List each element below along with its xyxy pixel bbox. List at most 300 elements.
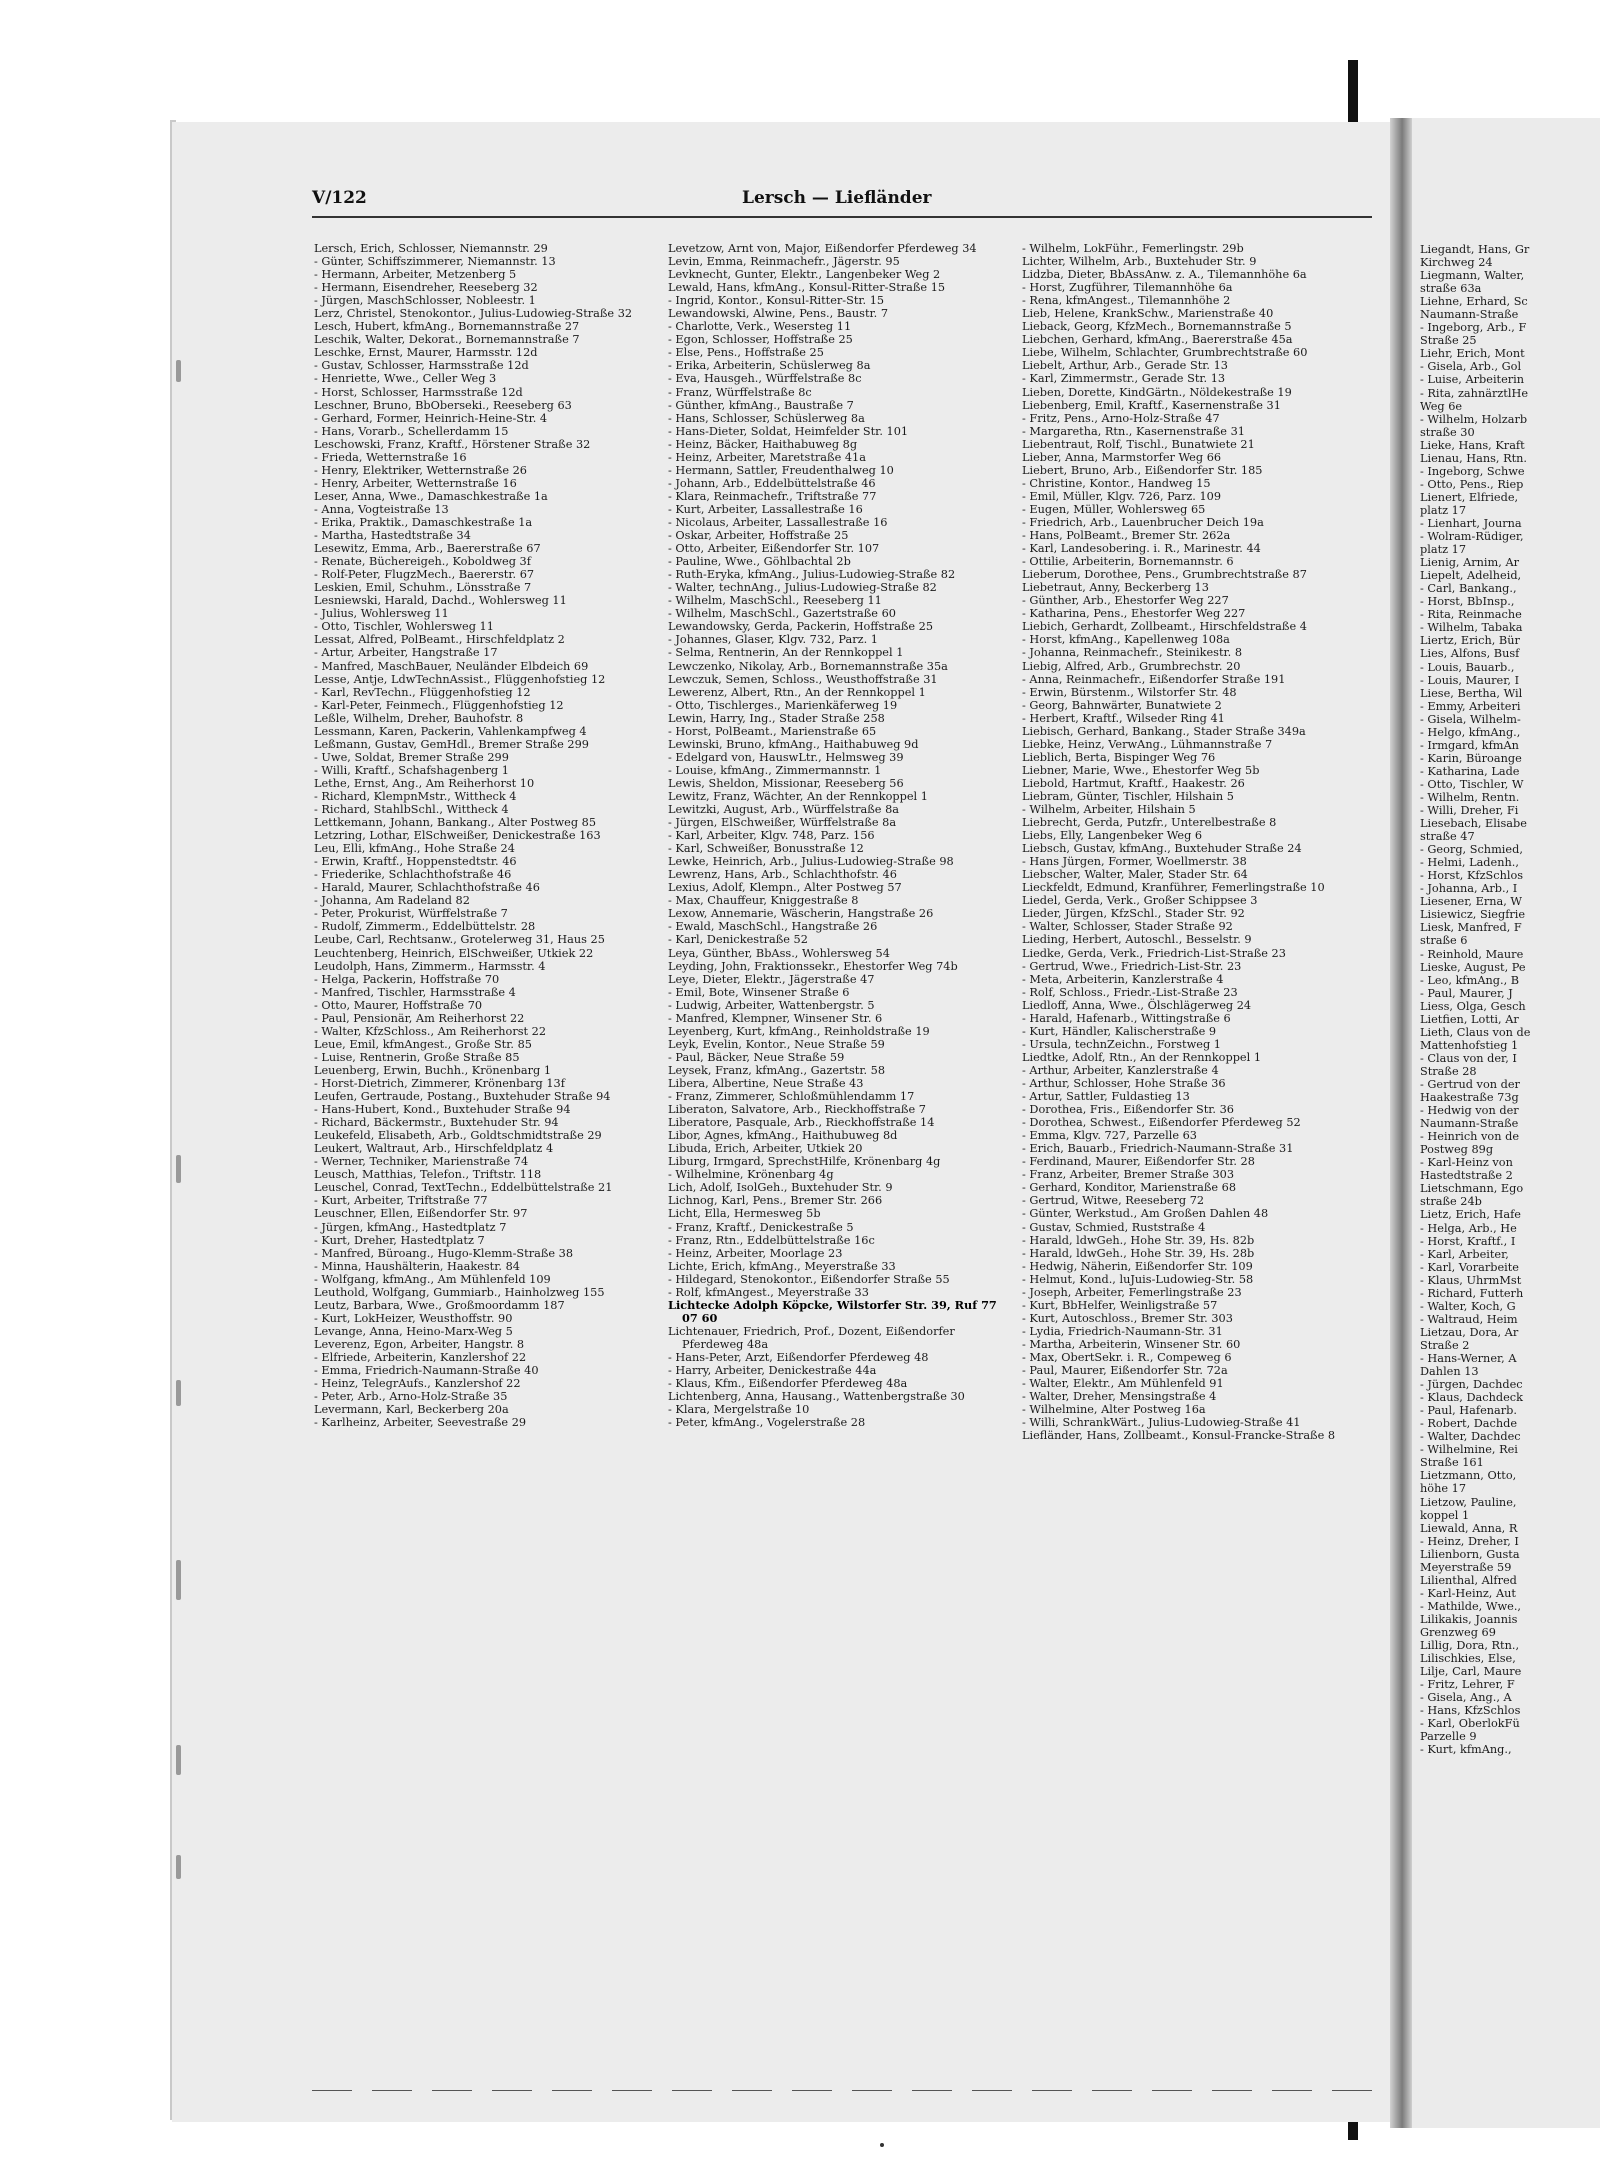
directory-entry: Lewin, Harry, Ing., Stader Straße 258 xyxy=(668,711,885,725)
directory-entry: - Katharina, Lade xyxy=(1420,764,1520,778)
directory-entry: Liesener, Erna, W xyxy=(1420,895,1523,909)
directory-entry: - Dorothea, Fris., Eißendorfer Str. 36 xyxy=(1022,1103,1234,1117)
directory-entry: - Heinrich von de xyxy=(1420,1130,1520,1144)
directory-entry: Lieske, August, Pe xyxy=(1420,960,1526,974)
directory-entry: - Karl-Heinz, Aut xyxy=(1420,1586,1516,1600)
directory-entry: - Ferdinand, Maurer, Eißendorfer Str. 28 xyxy=(1022,1155,1255,1169)
directory-entry: - Peter, Prokurist, Würffelstraße 7 xyxy=(314,907,508,921)
directory-entry: - Erwin, Kraftf., Hoppenstedtstr. 46 xyxy=(314,855,517,869)
directory-entry: Liebetraut, Anny, Beckerberg 13 xyxy=(1022,581,1209,595)
directory-entry: Liewald, Anna, R xyxy=(1420,1521,1518,1535)
directory-entry: Lessat, Alfred, PolBeamt., Hirschfeldplatz 2 xyxy=(314,633,565,647)
directory-entry: Leschowski, Franz, Kraftf., Hörstener Straße 32 xyxy=(314,437,591,451)
directory-entry: - Martha, Hastedtstraße 34 xyxy=(314,529,471,543)
directory-entry: Lietz, Erich, Hafe xyxy=(1420,1208,1521,1222)
directory-entry: - Heinz, Arbeiter, Moorlage 23 xyxy=(668,1246,843,1260)
directory-entry: Leverenz, Egon, Arbeiter, Hangstr. 8 xyxy=(314,1337,525,1351)
directory-entry: Lietzau, Dora, Ar xyxy=(1420,1325,1519,1339)
directory-entry: - Waltraud, Heim xyxy=(1420,1312,1518,1326)
directory-entry: - Pauline, Wwe., Göhlbachtal 2b xyxy=(668,555,851,569)
directory-entry: Libera, Albertine, Neue Straße 43 xyxy=(668,1077,864,1090)
directory-entry: - Emil, Bote, Winsener Straße 6 xyxy=(668,985,850,999)
directory-entry: Lewinski, Bruno, kfmAng., Haithabuweg 9d xyxy=(668,737,919,751)
directory-entry: Lieder, Jürgen, KfzSchl., Stader Str. 92 xyxy=(1022,907,1245,921)
directory-entry: - Leo, kfmAng., B xyxy=(1420,973,1520,987)
directory-entry: - Karl, Arbeiter, xyxy=(1420,1247,1509,1261)
directory-entry: - Johanna, Arb., I xyxy=(1420,882,1518,896)
directory-entry: - Hermann, Sattler, Freudenthalweg 10 xyxy=(668,463,894,477)
directory-entry: Liebelt, Arthur, Arb., Gerade Str. 13 xyxy=(1022,359,1228,373)
directory-entry: Leschik, Walter, Dekorat., Bornemannstraße 7 xyxy=(314,333,580,347)
directory-entry: - Erwin, Bürstenm., Wilstorfer Str. 48 xyxy=(1022,685,1237,699)
directory-entry: - Wilhelm, LokFühr., Femerlingstr. 29b xyxy=(1022,242,1244,255)
directory-entry: Lichtenauer, Friedrich, Prof., Dozent, Eißendorfer Pferdeweg 48a xyxy=(668,1324,955,1351)
directory-entry: Lieblich, Berta, Bispinger Weg 76 xyxy=(1022,750,1216,764)
directory-entry: - Rena, kfmAngest., Tilemannhöhe 2 xyxy=(1022,294,1231,308)
directory-entry: - Hans-Peter, Arzt, Eißendorfer Pferdeweg 48 xyxy=(668,1350,929,1364)
directory-entry: Lisiewicz, Siegfrie xyxy=(1420,908,1526,922)
directory-entry: Liebsch, Gustav, kfmAng., Buxtehuder Straße 24 xyxy=(1022,842,1302,856)
directory-entry: - Franz, Kraftf., Denickestraße 5 xyxy=(668,1220,854,1234)
directory-entry: straße 24b xyxy=(1420,1195,1482,1209)
directory-entry: Lieke, Hans, Kraft xyxy=(1420,438,1525,452)
directory-entry: Lesniewski, Harald, Dachd., Wohlersweg 11 xyxy=(314,594,567,608)
directory-entry: Liebke, Heinz, VerwAng., Lühmannstraße 7 xyxy=(1022,737,1273,751)
directory-entry: Mattenhofstieg 1 xyxy=(1420,1038,1519,1052)
directory-entry: - Hedwig, Näherin, Eißendorfer Str. 109 xyxy=(1022,1259,1253,1273)
directory-entry: Lilikakis, Joannis xyxy=(1420,1612,1518,1626)
directory-entry: - Otto, Arbeiter, Eißendorfer Str. 107 xyxy=(668,542,880,556)
directory-entry: - Helmut, Kond., luJuis-Ludowieg-Str. 58 xyxy=(1022,1272,1254,1286)
directory-entry: Leschke, Ernst, Maurer, Harmsstr. 12d xyxy=(314,346,538,360)
directory-entry: - Werner, Techniker, Marienstraße 74 xyxy=(314,1155,529,1169)
directory-entry: Leser, Anna, Wwe., Damaschkestraße 1a xyxy=(314,489,548,503)
directory-entry: - Kurt, Händler, Kalischerstraße 9 xyxy=(1022,1024,1217,1038)
directory-entry: - Gustav, Schlosser, Harmsstraße 12d xyxy=(314,359,529,373)
directory-entry: Leuthold, Wolfgang, Gummiarb., Hainholzweg 155 xyxy=(314,1285,605,1299)
directory-entry: - Lydia, Friedrich-Naumann-Str. 31 xyxy=(1022,1324,1223,1338)
directory-entry: straße 30 xyxy=(1420,425,1475,439)
directory-entry: - Manfred, Büroang., Hugo-Klemm-Straße 38 xyxy=(314,1246,574,1260)
directory-entry: Postweg 89g xyxy=(1420,1143,1494,1157)
directory-entry: - Eva, Hausgeh., Würffelstraße 8c xyxy=(668,372,862,386)
directory-entry: - Kurt, Arbeiter, Triftstraße 77 xyxy=(314,1194,488,1208)
directory-entry: - Henriette, Wwe., Celler Weg 3 xyxy=(314,372,497,386)
directory-entry: Liebrecht, Gerda, Putzfr., Unterelbestraße 8 xyxy=(1022,816,1277,830)
directory-entry: - Paul, Pensionär, Am Reiherhorst 22 xyxy=(314,1011,525,1025)
directory-entry: platz 17 xyxy=(1420,503,1467,517)
directory-entry: Leyk, Evelin, Kontor., Neue Straße 59 xyxy=(668,1037,885,1051)
directory-entry: Lilischkies, Else, xyxy=(1420,1652,1516,1666)
directory-entry: - Ruth-Eryka, kfmAng., Julius-Ludowieg-Straße 82 xyxy=(668,568,956,582)
directory-entry: Leudolph, Hans, Zimmerm., Harmsstr. 4 xyxy=(314,959,546,973)
directory-entry: - Hermann, Eisendreher, Reeseberg 32 xyxy=(314,281,538,295)
directory-entry: - Otto, Tischler, Wohlersweg 11 xyxy=(314,620,494,634)
directory-entry: - Johanna, Reinmachefr., Steinikestr. 8 xyxy=(1022,646,1243,660)
directory-entry: - Kurt, Autoschloss., Bremer Str. 303 xyxy=(1022,1311,1233,1325)
directory-entry: Straße 161 xyxy=(1420,1456,1484,1470)
directory-entry: - Manfred, MaschBauer, Neuländer Elbdeich 69 xyxy=(314,659,589,673)
directory-entry: Leskien, Emil, Schuhm., Lönsstraße 7 xyxy=(314,581,532,595)
margin-mark xyxy=(176,1155,181,1183)
directory-entry: - Luise, Arbeiterin xyxy=(1420,373,1525,387)
directory-entry: - Rolf, kfmAngest., Meyerstraße 33 xyxy=(668,1285,869,1299)
directory-entry: - Kurt, Dreher, Hastedtplatz 7 xyxy=(314,1233,485,1247)
directory-entry: - Richard, StahlbSchl., Wittheck 4 xyxy=(314,803,509,817)
directory-entry: - Henry, Elektriker, Wetternstraße 26 xyxy=(314,463,527,477)
directory-entry: - Johann, Arb., Eddelbüttelstraße 46 xyxy=(668,476,876,490)
directory-entry: - Renate, Büchereigeh., Koboldweg 3f xyxy=(314,555,531,569)
directory-entry: höhe 17 xyxy=(1420,1482,1467,1496)
directory-entry: - Erich, Bauarb., Friedrich-Naumann-Straße 31 xyxy=(1022,1142,1294,1156)
directory-entry: - Otto, Pens., Riep xyxy=(1420,477,1524,491)
directory-entry: - Klaus, Kfm., Eißendorfer Pferdeweg 48a xyxy=(668,1377,908,1391)
directory-entry: Liedloff, Anna, Wwe., Ölschlägerweg 24 xyxy=(1022,998,1252,1012)
directory-entry: Lilienthal, Alfred xyxy=(1420,1573,1517,1587)
directory-entry: straße 47 xyxy=(1420,830,1475,844)
directory-entry: Lexow, Annemarie, Wäscherin, Hangstraße 26 xyxy=(668,907,934,921)
directory-entry: Haakestraße 73g xyxy=(1420,1091,1519,1105)
directory-entry: - Karl, Vorarbeite xyxy=(1420,1260,1519,1274)
directory-entry: - Franz, Rtn., Eddelbüttelstraße 16c xyxy=(668,1233,875,1247)
directory-entry: - Heinz, TelegrAufs., Kanzlershof 22 xyxy=(314,1377,521,1391)
directory-entry: Lewke, Heinrich, Arb., Julius-Ludowieg-Straße 98 xyxy=(668,855,954,869)
directory-entry: platz 17 xyxy=(1420,543,1467,557)
directory-entry: - Horst, kfmAng., Kapellenweg 108a xyxy=(1022,633,1230,647)
directory-entry: - Else, Pens., Hoffstraße 25 xyxy=(668,346,824,360)
directory-entry: Weg 6e xyxy=(1420,399,1463,413)
directory-entry: - Rudolf, Zimmerm., Eddelbüttelstr. 28 xyxy=(314,920,536,934)
directory-entry: Lewitz, Franz, Wächter, An der Rennkoppel 1 xyxy=(668,789,928,803)
directory-entry: - Joseph, Arbeiter, Femerlingstraße 23 xyxy=(1022,1285,1242,1299)
book-gutter xyxy=(1390,118,1412,2128)
directory-entry: - Rita, Reinmache xyxy=(1420,608,1522,622)
directory-entry: - Klaus, UhrmMst xyxy=(1420,1273,1522,1287)
directory-entry: Libuda, Erich, Arbeiter, Utkiek 20 xyxy=(668,1142,863,1156)
directory-entry: - Anna, Vogteistraße 13 xyxy=(314,502,449,516)
directory-entry: - Ursula, technZeichn., Forstweg 1 xyxy=(1022,1037,1221,1051)
directory-entry: - Rita, zahnärztlHe xyxy=(1420,386,1528,400)
directory-entry: - Willi, Dreher, Fi xyxy=(1420,804,1519,818)
directory-entry: - Harald, Hafenarb., Wittingstraße 6 xyxy=(1022,1011,1231,1025)
directory-entry: - Wilhelm, Arbeiter, Hilshain 5 xyxy=(1022,803,1196,817)
directory-entry: - Karl, RevTechn., Flüggenhofstieg 12 xyxy=(314,685,531,699)
directory-entry: - Harald, ldwGeh., Hohe Str. 39, Hs. 82b xyxy=(1022,1233,1255,1247)
running-head: Lersch — Liefländer xyxy=(742,188,932,208)
directory-column-2 xyxy=(668,242,1008,1429)
directory-entry: Levin, Emma, Reinmachefr., Jägerstr. 95 xyxy=(668,255,900,269)
directory-entry: Liehr, Erich, Mont xyxy=(1420,347,1525,361)
directory-entry: Liebchen, Gerhard, kfmAng., Baererstraße 45a xyxy=(1022,333,1293,347)
directory-entry: Levange, Anna, Heino-Marx-Weg 5 xyxy=(314,1324,513,1338)
directory-entry: - Hans, Schlosser, Schüslerweg 8a xyxy=(668,411,865,425)
margin-mark xyxy=(176,360,181,382)
directory-entry: Kirchweg 24 xyxy=(1420,256,1493,270)
directory-entry: Leschner, Bruno, BbOberseki., Reeseberg 63 xyxy=(314,398,572,412)
directory-entry: Lieberum, Dorothee, Pens., Grumbrechtstraße 87 xyxy=(1022,568,1307,582)
directory-entry: - Gerhard, Former, Heinrich-Heine-Str. 4 xyxy=(314,411,548,425)
directory-entry: - Friederike, Schlachthofstraße 46 xyxy=(314,868,512,882)
directory-entry: - Horst, KfzSchlos xyxy=(1420,869,1524,883)
directory-entry: - Max, Chauffeur, Kniggestraße 8 xyxy=(668,894,859,908)
directory-entry: Liebscher, Walter, Maler, Stader Str. 64 xyxy=(1022,868,1248,882)
directory-entry: Lich, Adolf, IsolGeh., Buxtehuder Str. 9 xyxy=(668,1181,893,1195)
directory-entry: - Julius, Wohlersweg 11 xyxy=(314,607,449,621)
directory-entry: Letzring, Lothar, ElSchweißer, Denickestraße 163 xyxy=(314,829,601,843)
directory-entry: - Georg, Bahnwärter, Bunatwiete 2 xyxy=(1022,698,1222,712)
directory-entry: - Otto, Tischler, W xyxy=(1420,777,1524,791)
directory-entry: - Paul, Hafenarb. xyxy=(1420,1404,1517,1418)
directory-entry: Lewandowski, Alwine, Pens., Baustr. 7 xyxy=(668,307,889,321)
directory-entry: straße 6 xyxy=(1420,934,1468,948)
directory-entry: - Hans Jürgen, Former, Woellmerstr. 38 xyxy=(1022,855,1247,869)
directory-entry: Straße 28 xyxy=(1420,1064,1477,1078)
directory-entry: Liese, Bertha, Wil xyxy=(1420,686,1523,700)
page-header xyxy=(312,188,1382,212)
directory-entry: - Wolfgang, kfmAng., Am Mühlenfeld 109 xyxy=(314,1272,551,1286)
directory-entry: - Wilhelm, MaschSchl., Reeseberg 11 xyxy=(668,594,882,608)
directory-entry: - Arthur, Schlosser, Hohe Straße 36 xyxy=(1022,1077,1226,1090)
directory-entry: Leßmann, Gustav, GemHdl., Bremer Straße 299 xyxy=(314,737,589,751)
directory-entry: - Wilhelm, MaschSchl., Gazertstraße 60 xyxy=(668,607,896,621)
directory-entry: - Jürgen, kfmAng., Hastedtplatz 7 xyxy=(314,1220,507,1234)
directory-entry: - Egon, Schlosser, Hoffstraße 25 xyxy=(668,333,853,347)
directory-entry: - Walter, KfzSchloss., Am Reiherhorst 22 xyxy=(314,1024,547,1038)
directory-entry: - Helmi, Ladenh., xyxy=(1420,856,1519,870)
directory-entry: Lillig, Dora, Rtn., xyxy=(1420,1639,1520,1653)
directory-entry: Leube, Carl, Rechtsanw., Grotelerweg 31, Haus 25 xyxy=(314,933,605,947)
directory-entry: - Karl, Landesobering. i. R., Marinestr. 44 xyxy=(1022,542,1261,556)
directory-entry: - Harry, Arbeiter, Denickestraße 44a xyxy=(668,1364,877,1378)
directory-entry: - Horst, Schlosser, Harmsstraße 12d xyxy=(314,385,523,399)
directory-entry: - Jürgen, ElSchweißer, Würffelstraße 8a xyxy=(668,816,897,830)
directory-entry: - Paul, Maurer, Eißendorfer Str. 72a xyxy=(1022,1364,1228,1378)
directory-entry: - Minna, Haushälterin, Haakestr. 84 xyxy=(314,1259,520,1273)
directory-entry: - Erika, Arbeiterin, Schüslerweg 8a xyxy=(668,359,871,373)
directory-entry: Liebig, Alfred, Arb., Grumbrechstr. 20 xyxy=(1022,659,1241,673)
directory-entry: - Walter, Dreher, Mensingstraße 4 xyxy=(1022,1390,1217,1404)
directory-entry: Liess, Olga, Gesch xyxy=(1420,999,1526,1013)
directory-entry: Lewczuk, Semen, Schloss., Weusthoffstraße 31 xyxy=(668,672,938,686)
directory-entry: Liebram, Günter, Tischler, Hilshain 5 xyxy=(1022,789,1234,803)
directory-column-1 xyxy=(314,242,654,1429)
directory-entry: Lieb, Helene, KrankSchw., Marienstraße 40 xyxy=(1022,307,1274,321)
directory-entry: - Nicolaus, Arbeiter, Lassallestraße 16 xyxy=(668,515,888,529)
directory-entry: Levetzow, Arnt von, Major, Eißendorfer Pferdeweg 34 xyxy=(668,242,977,255)
directory-entry: - Wilhelm, Holzarb xyxy=(1420,412,1528,426)
directory-entry: Lesewitz, Emma, Arb., Baererstraße 67 xyxy=(314,542,541,556)
directory-entry: - Kurt, LokHeizer, Weusthoffstr. 90 xyxy=(314,1311,513,1325)
directory-entry: - Karin, Büroange xyxy=(1420,751,1522,765)
directory-entry: - Willi, Kraftf., Schafshagenberg 1 xyxy=(314,763,509,777)
directory-entry: - Walter, Koch, G xyxy=(1420,1299,1516,1313)
directory-entry: - Mathilde, Wwe., xyxy=(1420,1599,1521,1613)
directory-entry: - Johanna, Am Radeland 82 xyxy=(314,894,470,908)
directory-entry: - Manfred, Klempner, Winsener Str. 6 xyxy=(668,1011,883,1025)
directory-entry: - Günther, Arb., Ehestorfer Weg 227 xyxy=(1022,594,1229,608)
directory-entry: - Fritz, Pens., Arno-Holz-Straße 47 xyxy=(1022,411,1220,425)
directory-entry: - Hermann, Arbeiter, Metzenberg 5 xyxy=(314,268,517,282)
directory-entry: - Günter, Werkstud., Am Großen Dahlen 48 xyxy=(1022,1207,1269,1221)
margin-mark xyxy=(176,1855,181,1879)
directory-entry: Leuschner, Ellen, Eißendorfer Str. 97 xyxy=(314,1207,528,1221)
directory-entry: - Meta, Arbeiterin, Kanzlerstraße 4 xyxy=(1022,972,1224,986)
directory-entry: Lewitzki, August, Arb., Würffelstraße 8a xyxy=(668,803,899,817)
directory-entry: Lichte, Erich, kfmAng., Meyerstraße 33 xyxy=(668,1259,896,1273)
directory-entry: - Emma, Klgv. 727, Parzelle 63 xyxy=(1022,1129,1197,1143)
directory-entry: Liebich, Gerhardt, Zollbeamt., Hirschfeldstraße 4 xyxy=(1022,620,1307,634)
directory-entry: - Gisela, Arb., Gol xyxy=(1420,360,1522,374)
directory-entry: - Harald, ldwGeh., Hohe Str. 39, Hs. 28b xyxy=(1022,1246,1255,1260)
directory-entry: Liebenberg, Emil, Kraftf., Kasernenstraße 31 xyxy=(1022,398,1281,412)
directory-entry: - Gerhard, Konditor, Marienstraße 68 xyxy=(1022,1181,1237,1195)
directory-entry: - Hans, Vorarb., Schellerdamm 15 xyxy=(314,424,509,438)
directory-entry: - Emma, Friedrich-Naumann-Straße 40 xyxy=(314,1364,539,1378)
directory-entry: Straße 2 xyxy=(1420,1338,1470,1352)
directory-entry: Lilienborn, Gusta xyxy=(1420,1547,1520,1561)
directory-entry: Liedke, Gerda, Verk., Friedrich-List-Straße 23 xyxy=(1022,946,1286,960)
directory-entry: - Wilhelmine, Krönenbarg 4g xyxy=(668,1168,834,1182)
directory-entry: Lietzmann, Otto, xyxy=(1420,1469,1517,1483)
directory-entry: - Eugen, Müller, Wohlersweg 65 xyxy=(1022,502,1206,516)
directory-entry: - Elfriede, Arbeiterin, Kanzlershof 22 xyxy=(314,1350,527,1364)
directory-entry: Leu, Elli, kfmAng., Hohe Straße 24 xyxy=(314,842,515,856)
directory-entry: Leukert, Waltraut, Arb., Hirschfeldplatz 4 xyxy=(314,1142,554,1156)
directory-entry: - Richard, Futterh xyxy=(1420,1286,1524,1300)
directory-entry: Lietschmann, Ego xyxy=(1420,1182,1524,1196)
directory-entry: Lieber, Anna, Marmstorfer Weg 66 xyxy=(1022,450,1222,464)
directory-entry: Leuschel, Conrad, TextTechn., Eddelbüttelstraße 21 xyxy=(314,1181,613,1195)
directory-entry: Liepelt, Adelheid, xyxy=(1420,569,1522,583)
directory-entry: Lewald, Hans, kfmAng., Konsul-Ritter-Straße 15 xyxy=(668,281,946,295)
directory-entry: Liebs, Elly, Langenbeker Weg 6 xyxy=(1022,829,1203,843)
directory-entry: - Karlheinz, Arbeiter, Seevestraße 29 xyxy=(314,1416,527,1430)
directory-entry: - Emil, Müller, Klgv. 726, Parz. 109 xyxy=(1022,489,1222,503)
directory-entry: Naumann-Straße xyxy=(1420,308,1519,322)
directory-entry: - Otto, Tischlerges., Marienkäferweg 19 xyxy=(668,698,898,712)
directory-entry: Leyenberg, Kurt, kfmAng., Reinholdstraße 19 xyxy=(668,1024,930,1038)
directory-entry: - Anna, Reinmachefr., Eißendorfer Straße 191 xyxy=(1022,672,1286,686)
directory-entry: - Gisela, Ang., A xyxy=(1420,1691,1512,1705)
directory-entry: - Fritz, Lehrer, F xyxy=(1420,1678,1515,1692)
directory-entry: Leutz, Barbara, Wwe., Großmoordamm 187 xyxy=(314,1298,565,1312)
directory-entry: Lesch, Hubert, kfmAng., Bornemannstraße 27 xyxy=(314,320,580,334)
directory-entry: - Otto, Maurer, Hoffstraße 70 xyxy=(314,998,483,1012)
directory-entry: - Horst, Kraftf., I xyxy=(1420,1234,1516,1248)
directory-entry: - Louis, Maurer, I xyxy=(1420,673,1520,687)
directory-entry: Lienau, Hans, Rtn. xyxy=(1420,451,1528,465)
directory-entry: - Klara, Mergelstraße 10 xyxy=(668,1403,810,1417)
directory-entry: - Helga, Arb., He xyxy=(1420,1221,1517,1235)
directory-entry: - Edelgard von, HauswLtr., Helmsweg 39 xyxy=(668,750,904,764)
directory-entry: Grenzweg 69 xyxy=(1420,1625,1496,1639)
directory-entry: Liebner, Marie, Wwe., Ehestorfer Weg 5b xyxy=(1022,763,1260,777)
directory-entry: - Wilhelm, Tabaka xyxy=(1420,621,1523,635)
directory-entry: - Henry, Arbeiter, Wetternstraße 16 xyxy=(314,476,517,490)
directory-entry: Lersch, Erich, Schlosser, Niemannstr. 29 xyxy=(314,242,548,255)
directory-entry: - Karl, Zimmermstr., Gerade Str. 13 xyxy=(1022,372,1226,386)
directory-entry: Lichtecke Adolph Köpcke, Wilstorfer Str. 39, Ruf 77 07 60 xyxy=(668,1297,997,1325)
directory-entry: - Gisela, Wilhelm- xyxy=(1420,712,1521,726)
directory-entry: - Carl, Bankang., xyxy=(1420,582,1517,596)
footer-rule xyxy=(312,2090,1372,2091)
directory-entry: Lieckfeldt, Edmund, Kranführer, Femerlingstraße 10 xyxy=(1022,881,1325,895)
directory-entry: Naumann-Straße xyxy=(1420,1117,1519,1131)
directory-entry: - Ingrid, Kontor., Konsul-Ritter-Str. 15 xyxy=(668,294,885,308)
directory-column-3 xyxy=(1022,242,1362,1442)
directory-entry: - Selma, Rentnerin, An der Rennkoppel 1 xyxy=(668,646,904,660)
directory-entry: Leusch, Matthias, Telefon., Triftstr. 118 xyxy=(314,1168,542,1182)
directory-entry: - Max, ObertSekr. i. R., Compeweg 6 xyxy=(1022,1350,1232,1364)
directory-entry: Leye, Dieter, Elektr., Jägerstraße 47 xyxy=(668,972,875,986)
directory-entry: - Margaretha, Rtn., Kasernenstraße 31 xyxy=(1022,424,1245,438)
directory-entry: - Louise, kfmAng., Zimmermannstr. 1 xyxy=(668,763,882,777)
directory-entry: - Hildegard, Stenokontor., Eißendorfer Straße 55 xyxy=(668,1272,950,1286)
directory-entry: Hastedtstraße 2 xyxy=(1420,1169,1513,1183)
directory-entry: Liehne, Erhard, Sc xyxy=(1420,295,1528,309)
directory-entry: - Friedrich, Arb., Lauenbrucher Deich 19a xyxy=(1022,515,1264,529)
directory-entry: - Irmgard, kfmAn xyxy=(1420,738,1519,752)
directory-entry: Leuchtenberg, Heinrich, ElSchweißer, Utkiek 22 xyxy=(314,946,594,960)
directory-entry: Levknecht, Gunter, Elektr., Langenbeker Weg 2 xyxy=(668,268,941,282)
directory-entry: Liesk, Manfred, F xyxy=(1420,921,1522,935)
directory-entry: Leyding, John, Fraktionssekr., Ehestorfer Weg 74b xyxy=(668,959,958,973)
directory-entry: - Martha, Arbeiterin, Winsener Str. 60 xyxy=(1022,1337,1241,1351)
directory-entry: Parzelle 9 xyxy=(1420,1730,1477,1744)
directory-entry: - Gertrud, Witwe, Reeseberg 72 xyxy=(1022,1194,1205,1208)
directory-entry: Dahlen 13 xyxy=(1420,1365,1479,1379)
directory-entry: - Richard, Bäckermstr., Buxtehuder Str. 94 xyxy=(314,1116,559,1130)
directory-entry: Lewandowsky, Gerda, Packerin, Hoffstraße 25 xyxy=(668,620,934,634)
directory-entry: Liebentraut, Rolf, Tischl., Bunatwiete 21 xyxy=(1022,437,1255,451)
directory-entry: - Ewald, MaschSchl., Hangstraße 26 xyxy=(668,920,878,934)
directory-entry: - Horst, BbInsp., xyxy=(1420,595,1515,609)
directory-entry: - Richard, KlempnMstr., Wittheck 4 xyxy=(314,789,517,803)
directory-entry: Liedel, Gerda, Verk., Großer Schippsee 3 xyxy=(1022,894,1258,908)
directory-entry: Liegmann, Walter, xyxy=(1420,269,1525,283)
directory-entry: straße 63a xyxy=(1420,282,1482,296)
directory-entry: Lienig, Arnim, Ar xyxy=(1420,556,1520,570)
directory-entry: - Heinz, Dreher, I xyxy=(1420,1534,1519,1548)
directory-entry: - Willi, SchrankWärt., Julius-Ludowieg-Straße 41 xyxy=(1022,1416,1301,1430)
directory-entry: - Wilhelmine, Alter Postweg 16a xyxy=(1022,1403,1206,1417)
directory-entry: - Horst, Zugführer, Tilemannhöhe 6a xyxy=(1022,281,1233,295)
directory-entry: - Claus von der, I xyxy=(1420,1051,1517,1065)
page-number: V/122 xyxy=(312,188,367,208)
directory-entry: Lerz, Christel, Stenokontor., Julius-Ludowieg-Straße 32 xyxy=(314,307,633,321)
directory-entry: Libor, Agnes, kfmAng., Haithubuweg 8d xyxy=(668,1129,898,1143)
directory-entry: Lilje, Carl, Maure xyxy=(1420,1665,1522,1679)
margin-mark xyxy=(176,1745,181,1775)
directory-entry: - Franz, Zimmerer, Schloßmühlendamm 17 xyxy=(668,1090,915,1104)
directory-entry: - Ottilie, Arbeiterin, Bornemannstr. 6 xyxy=(1022,555,1234,569)
directory-entry: Lessmann, Karen, Packerin, Vahlenkampfweg 4 xyxy=(314,724,587,738)
directory-entry: - Hans, PolBeamt., Bremer Str. 262a xyxy=(1022,529,1231,543)
directory-entry: - Franz, Arbeiter, Bremer Straße 303 xyxy=(1022,1168,1235,1182)
directory-entry: - Harald, Maurer, Schlachthofstraße 46 xyxy=(314,881,540,895)
directory-entry: Levermann, Karl, Beckerberg 20a xyxy=(314,1403,509,1417)
directory-entry: Lichnog, Karl, Pens., Bremer Str. 266 xyxy=(668,1194,883,1208)
directory-entry: Lewczenko, Nikolay, Arb., Bornemannstraße 35a xyxy=(668,659,948,673)
directory-entry: Leufen, Gertraude, Postang., Buxtehuder Straße 94 xyxy=(314,1090,611,1104)
directory-entry: - Peter, Arb., Arno-Holz-Straße 35 xyxy=(314,1390,508,1404)
directory-entry: Leysek, Franz, kfmAng., Gazertstr. 58 xyxy=(668,1063,886,1077)
directory-entry: - Kurt, kfmAng., xyxy=(1420,1743,1512,1757)
directory-entry: - Gustav, Schmied, Ruststraße 4 xyxy=(1022,1220,1206,1234)
directory-entry: Lewrenz, Hans, Arb., Schlachthofstr. 46 xyxy=(668,868,897,882)
directory-entry: - Wilhelm, Rentn. xyxy=(1420,790,1520,804)
directory-entry: - Georg, Schmied, xyxy=(1420,843,1523,857)
